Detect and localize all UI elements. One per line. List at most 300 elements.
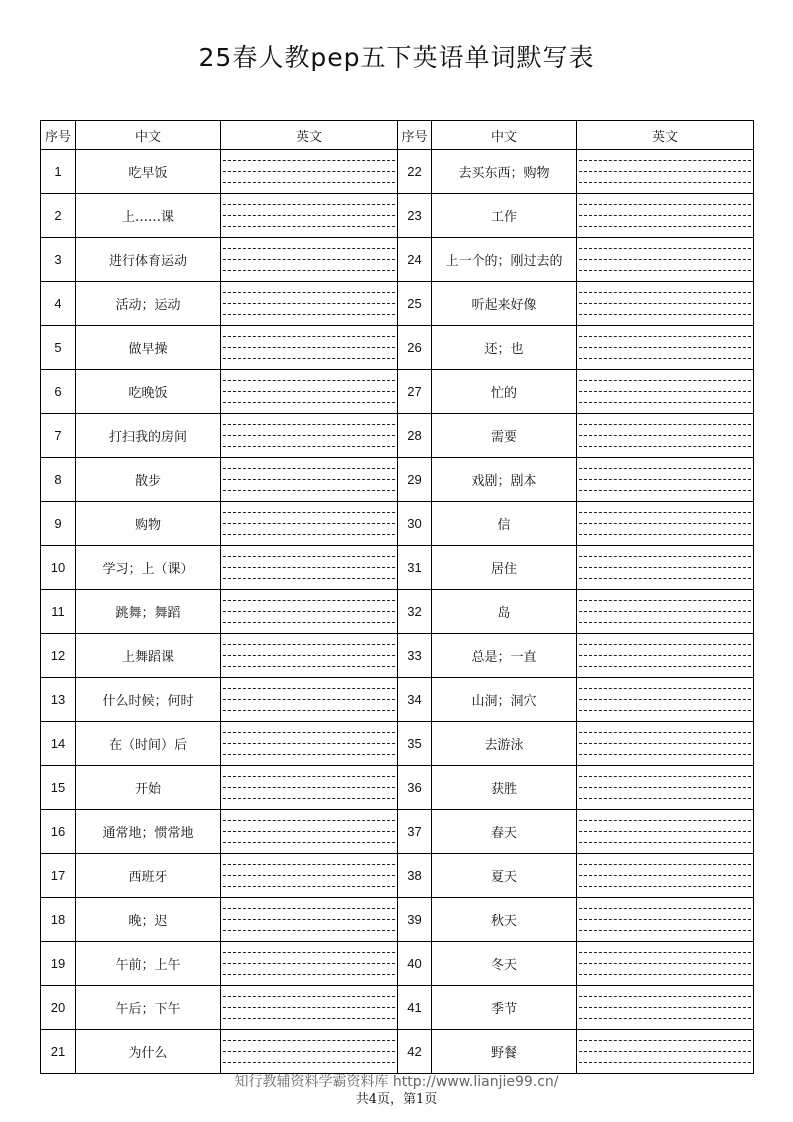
- dashed-writing-lines: [577, 810, 753, 853]
- dashed-line: [223, 523, 395, 524]
- dashed-line: [579, 314, 751, 315]
- dashed-line: [223, 1007, 395, 1008]
- chinese-word-left: 午前；上午: [76, 942, 221, 986]
- dashed-writing-lines: [221, 634, 397, 677]
- english-answer-cell-left[interactable]: [221, 678, 398, 722]
- chinese-word-left: 西班牙: [76, 854, 221, 898]
- chinese-word-right: 居住: [432, 546, 577, 590]
- english-answer-cell-right[interactable]: [577, 810, 754, 854]
- row-number-left: 21: [41, 1030, 76, 1074]
- chinese-word-right: 春天: [432, 810, 577, 854]
- table-row: [41, 678, 754, 722]
- english-answer-cell-right[interactable]: [577, 722, 754, 766]
- chinese-word-right: 工作: [432, 194, 577, 238]
- dashed-line: [579, 336, 751, 337]
- dashed-writing-lines: [577, 590, 753, 633]
- row-number-right: 37: [398, 810, 432, 854]
- row-number-left: 17: [41, 854, 76, 898]
- page-title: 25春人教pep五下英语单词默写表: [198, 43, 595, 72]
- row-number-right: 23: [398, 194, 432, 238]
- dashed-line: [579, 567, 751, 568]
- english-answer-cell-right[interactable]: [577, 326, 754, 370]
- english-answer-cell-right[interactable]: [577, 898, 754, 942]
- dashed-writing-lines: [221, 590, 397, 633]
- dashed-line: [579, 380, 751, 381]
- row-number-left: 5: [41, 326, 76, 370]
- dashed-line: [223, 182, 395, 183]
- table-row: [41, 766, 754, 810]
- dashed-line: [579, 787, 751, 788]
- dashed-writing-lines: [577, 414, 753, 457]
- table-row: [41, 634, 754, 678]
- table-header-row: [41, 121, 754, 150]
- dashed-line: [223, 556, 395, 557]
- english-answer-cell-left[interactable]: [221, 766, 398, 810]
- table-row: [41, 458, 754, 502]
- chinese-word-right: 听起来好像: [432, 282, 577, 326]
- dashed-writing-lines: [577, 942, 753, 985]
- row-number-left: 12: [41, 634, 76, 678]
- dashed-line: [223, 743, 395, 744]
- dashed-line: [223, 336, 395, 337]
- dashed-line: [579, 303, 751, 304]
- row-number-right: 39: [398, 898, 432, 942]
- english-answer-cell-left[interactable]: [221, 942, 398, 986]
- dashed-writing-lines: [221, 194, 397, 237]
- dashed-line: [223, 424, 395, 425]
- dashed-line: [223, 875, 395, 876]
- chinese-word-right: 去游泳: [432, 722, 577, 766]
- dashed-writing-lines: [221, 282, 397, 325]
- row-number-right: 34: [398, 678, 432, 722]
- dashed-writing-lines: [221, 766, 397, 809]
- dashed-line: [579, 358, 751, 359]
- chinese-word-right: 戏剧；剧本: [432, 458, 577, 502]
- dashed-line: [223, 226, 395, 227]
- english-answer-cell-left[interactable]: [221, 854, 398, 898]
- chinese-word-left: 晚；迟: [76, 898, 221, 942]
- english-answer-cell-left[interactable]: [221, 326, 398, 370]
- dashed-writing-lines: [221, 854, 397, 897]
- dashed-line: [579, 622, 751, 623]
- row-number-left: 15: [41, 766, 76, 810]
- chinese-word-left: 什么时候；何时: [76, 678, 221, 722]
- chinese-word-left: 跳舞；舞蹈: [76, 590, 221, 634]
- dashed-line: [579, 644, 751, 645]
- english-answer-cell-right[interactable]: [577, 590, 754, 634]
- dashed-line: [223, 886, 395, 887]
- dashed-line: [223, 204, 395, 205]
- dashed-line: [223, 908, 395, 909]
- row-number-right: 22: [398, 150, 432, 194]
- chinese-word-right: 信: [432, 502, 577, 546]
- english-answer-cell-right[interactable]: [577, 458, 754, 502]
- dashed-line: [579, 347, 751, 348]
- chinese-word-right: 冬天: [432, 942, 577, 986]
- dashed-line: [223, 578, 395, 579]
- dashed-line: [579, 204, 751, 205]
- table-row: [41, 546, 754, 590]
- dashed-writing-lines: [221, 370, 397, 413]
- chinese-word-left: 午后；下午: [76, 986, 221, 1030]
- dashed-line: [579, 600, 751, 601]
- dashed-line: [223, 171, 395, 172]
- dashed-line: [579, 831, 751, 832]
- row-number-left: 3: [41, 238, 76, 282]
- vocabulary-table: [40, 120, 754, 1074]
- table-row: [41, 414, 754, 458]
- dashed-line: [579, 919, 751, 920]
- row-number-right: 40: [398, 942, 432, 986]
- dashed-line: [579, 391, 751, 392]
- dashed-line: [579, 820, 751, 821]
- dashed-line: [579, 974, 751, 975]
- table-row: [41, 150, 754, 194]
- row-number-right: 31: [398, 546, 432, 590]
- dashed-writing-lines: [221, 414, 397, 457]
- chinese-word-right: 夏天: [432, 854, 577, 898]
- english-answer-cell-left[interactable]: [221, 590, 398, 634]
- english-answer-cell-right[interactable]: [577, 634, 754, 678]
- dashed-line: [223, 644, 395, 645]
- header-english-right: 英文: [577, 121, 754, 150]
- dashed-line: [579, 710, 751, 711]
- dashed-line: [579, 930, 751, 931]
- dashed-writing-lines: [221, 546, 397, 589]
- dashed-line: [223, 699, 395, 700]
- dashed-line: [223, 567, 395, 568]
- chinese-word-right: 获胜: [432, 766, 577, 810]
- dashed-writing-lines: [221, 898, 397, 941]
- dashed-line: [579, 1062, 751, 1063]
- dashed-line: [579, 160, 751, 161]
- dashed-writing-lines: [221, 1030, 397, 1073]
- dashed-line: [579, 534, 751, 535]
- dashed-line: [223, 402, 395, 403]
- dashed-writing-lines: [577, 458, 753, 501]
- table-row: [41, 986, 754, 1030]
- dashed-line: [223, 512, 395, 513]
- english-answer-cell-left[interactable]: [221, 458, 398, 502]
- dashed-line: [223, 160, 395, 161]
- dashed-line: [223, 798, 395, 799]
- row-number-left: 6: [41, 370, 76, 414]
- english-answer-cell-left[interactable]: [221, 150, 398, 194]
- chinese-word-right: 总是；一直: [432, 634, 577, 678]
- english-answer-cell-left[interactable]: [221, 1030, 398, 1074]
- chinese-word-left: 通常地；惯常地: [76, 810, 221, 854]
- dashed-line: [579, 259, 751, 260]
- table-row: [41, 282, 754, 326]
- watermark-text: 知行教辅资料学霸资料库 http://www.lianjie99.cn/: [234, 1074, 559, 1090]
- table-row: [41, 194, 754, 238]
- row-number-right: 26: [398, 326, 432, 370]
- chinese-word-left: 打扫我的房间: [76, 414, 221, 458]
- english-answer-cell-left[interactable]: [221, 810, 398, 854]
- header-english-left: 英文: [221, 121, 398, 150]
- dashed-line: [223, 919, 395, 920]
- dashed-line: [223, 391, 395, 392]
- chinese-word-left: 学习；上（课）: [76, 546, 221, 590]
- english-answer-cell-left[interactable]: [221, 194, 398, 238]
- dashed-line: [223, 1062, 395, 1063]
- dashed-line: [579, 952, 751, 953]
- dashed-line: [223, 776, 395, 777]
- dashed-line: [223, 490, 395, 491]
- dashed-writing-lines: [221, 722, 397, 765]
- dashed-line: [579, 556, 751, 557]
- dashed-line: [579, 512, 751, 513]
- dashed-writing-lines: [577, 986, 753, 1029]
- dashed-line: [223, 710, 395, 711]
- row-number-right: 29: [398, 458, 432, 502]
- row-number-left: 4: [41, 282, 76, 326]
- row-number-right: 42: [398, 1030, 432, 1074]
- row-number-left: 19: [41, 942, 76, 986]
- dashed-line: [579, 996, 751, 997]
- dashed-writing-lines: [221, 986, 397, 1029]
- row-number-left: 14: [41, 722, 76, 766]
- table-row: [41, 238, 754, 282]
- dashed-line: [223, 1051, 395, 1052]
- dashed-line: [223, 732, 395, 733]
- dashed-line: [579, 776, 751, 777]
- header-chinese-right: 中文: [432, 121, 577, 150]
- dashed-line: [579, 699, 751, 700]
- chinese-word-left: 购物: [76, 502, 221, 546]
- english-answer-cell-left[interactable]: [221, 986, 398, 1030]
- dashed-writing-lines: [221, 810, 397, 853]
- dashed-writing-lines: [577, 326, 753, 369]
- dashed-writing-lines: [577, 766, 753, 809]
- dashed-line: [223, 930, 395, 931]
- english-answer-cell-right[interactable]: [577, 1030, 754, 1074]
- dashed-line: [579, 248, 751, 249]
- english-answer-cell-right[interactable]: [577, 678, 754, 722]
- row-number-right: 35: [398, 722, 432, 766]
- dashed-line: [223, 820, 395, 821]
- row-number-left: 16: [41, 810, 76, 854]
- row-number-right: 28: [398, 414, 432, 458]
- english-answer-cell-right[interactable]: [577, 986, 754, 1030]
- row-number-right: 24: [398, 238, 432, 282]
- chinese-word-right: 季节: [432, 986, 577, 1030]
- table-row: [41, 1030, 754, 1074]
- english-answer-cell-right[interactable]: [577, 942, 754, 986]
- dashed-writing-lines: [221, 150, 397, 193]
- dashed-line: [579, 1040, 751, 1041]
- dashed-line: [579, 435, 751, 436]
- table-row: [41, 590, 754, 634]
- dashed-line: [223, 270, 395, 271]
- dashed-line: [223, 655, 395, 656]
- dashed-line: [223, 259, 395, 260]
- dashed-line: [223, 622, 395, 623]
- english-answer-cell-left[interactable]: [221, 414, 398, 458]
- dashed-line: [579, 886, 751, 887]
- english-answer-cell-right[interactable]: [577, 854, 754, 898]
- english-answer-cell-right[interactable]: [577, 546, 754, 590]
- dashed-writing-lines: [577, 546, 753, 589]
- dashed-line: [223, 952, 395, 953]
- row-number-right: 32: [398, 590, 432, 634]
- page-number: 共4页，第1页: [355, 1092, 438, 1107]
- dashed-line: [223, 600, 395, 601]
- dashed-line: [223, 974, 395, 975]
- chinese-word-right: 还；也: [432, 326, 577, 370]
- row-number-left: 9: [41, 502, 76, 546]
- dashed-writing-lines: [577, 854, 753, 897]
- row-number-left: 1: [41, 150, 76, 194]
- dashed-writing-lines: [577, 1030, 753, 1073]
- row-number-right: 36: [398, 766, 432, 810]
- row-number-right: 33: [398, 634, 432, 678]
- english-answer-cell-right[interactable]: [577, 766, 754, 810]
- dashed-line: [223, 303, 395, 304]
- dashed-writing-lines: [577, 634, 753, 677]
- table-row: [41, 942, 754, 986]
- english-answer-cell-right[interactable]: [577, 238, 754, 282]
- english-answer-cell-left[interactable]: [221, 634, 398, 678]
- dashed-line: [223, 292, 395, 293]
- dashed-line: [223, 611, 395, 612]
- chinese-word-left: 上舞蹈课: [76, 634, 221, 678]
- table-row: [41, 898, 754, 942]
- row-number-left: 2: [41, 194, 76, 238]
- chinese-word-left: 进行体育运动: [76, 238, 221, 282]
- dashed-line: [223, 314, 395, 315]
- dashed-writing-lines: [221, 326, 397, 369]
- english-answer-cell-right[interactable]: [577, 502, 754, 546]
- english-answer-cell-right[interactable]: [577, 370, 754, 414]
- dashed-line: [579, 743, 751, 744]
- dashed-line: [223, 787, 395, 788]
- dashed-writing-lines: [221, 678, 397, 721]
- chinese-word-left: 活动；运动: [76, 282, 221, 326]
- dashed-line: [579, 864, 751, 865]
- dashed-line: [223, 831, 395, 832]
- row-number-left: 13: [41, 678, 76, 722]
- header-seq-left: 序号: [41, 121, 76, 150]
- table-row: [41, 502, 754, 546]
- english-answer-cell-left[interactable]: [221, 502, 398, 546]
- dashed-line: [579, 688, 751, 689]
- table-row: [41, 722, 754, 766]
- dashed-line: [223, 996, 395, 997]
- dashed-line: [579, 754, 751, 755]
- row-number-left: 20: [41, 986, 76, 1030]
- chinese-word-right: 上一个的；刚过去的: [432, 238, 577, 282]
- dashed-line: [223, 688, 395, 689]
- chinese-word-right: 秋天: [432, 898, 577, 942]
- english-answer-cell-right[interactable]: [577, 282, 754, 326]
- dashed-writing-lines: [577, 502, 753, 545]
- chinese-word-right: 需要: [432, 414, 577, 458]
- chinese-word-right: 忙的: [432, 370, 577, 414]
- chinese-word-right: 去买东西；购物: [432, 150, 577, 194]
- dashed-line: [579, 1051, 751, 1052]
- row-number-left: 10: [41, 546, 76, 590]
- english-answer-cell-right[interactable]: [577, 150, 754, 194]
- dashed-writing-lines: [577, 150, 753, 193]
- dashed-writing-lines: [577, 282, 753, 325]
- row-number-left: 18: [41, 898, 76, 942]
- dashed-line: [579, 402, 751, 403]
- row-number-left: 8: [41, 458, 76, 502]
- english-answer-cell-left[interactable]: [221, 898, 398, 942]
- english-answer-cell-left[interactable]: [221, 370, 398, 414]
- dashed-line: [223, 479, 395, 480]
- english-answer-cell-left[interactable]: [221, 238, 398, 282]
- dashed-writing-lines: [221, 942, 397, 985]
- dashed-line: [223, 864, 395, 865]
- chinese-word-left: 吃早饭: [76, 150, 221, 194]
- english-answer-cell-right[interactable]: [577, 194, 754, 238]
- row-number-right: 38: [398, 854, 432, 898]
- dashed-line: [579, 182, 751, 183]
- dashed-line: [579, 1018, 751, 1019]
- dashed-line: [579, 523, 751, 524]
- row-number-right: 41: [398, 986, 432, 1030]
- dashed-writing-lines: [221, 502, 397, 545]
- english-answer-cell-right[interactable]: [577, 414, 754, 458]
- english-answer-cell-left[interactable]: [221, 546, 398, 590]
- dashed-line: [579, 908, 751, 909]
- table-row: [41, 326, 754, 370]
- chinese-word-left: 上……课: [76, 194, 221, 238]
- dashed-line: [223, 215, 395, 216]
- english-answer-cell-left[interactable]: [221, 722, 398, 766]
- dashed-writing-lines: [577, 678, 753, 721]
- dashed-line: [223, 248, 395, 249]
- chinese-word-left: 开始: [76, 766, 221, 810]
- dashed-line: [579, 578, 751, 579]
- dashed-line: [579, 666, 751, 667]
- dashed-writing-lines: [221, 458, 397, 501]
- dashed-line: [579, 963, 751, 964]
- table-body: [41, 150, 754, 1074]
- dashed-line: [579, 875, 751, 876]
- dashed-line: [223, 380, 395, 381]
- chinese-word-left: 做早操: [76, 326, 221, 370]
- dashed-line: [579, 424, 751, 425]
- dashed-line: [223, 468, 395, 469]
- dashed-line: [579, 479, 751, 480]
- dashed-line: [579, 446, 751, 447]
- dashed-line: [223, 842, 395, 843]
- english-answer-cell-left[interactable]: [221, 282, 398, 326]
- dashed-line: [223, 347, 395, 348]
- row-number-right: 27: [398, 370, 432, 414]
- row-number-right: 25: [398, 282, 432, 326]
- row-number-right: 30: [398, 502, 432, 546]
- dashed-line: [579, 655, 751, 656]
- table-row: [41, 370, 754, 414]
- dashed-writing-lines: [577, 194, 753, 237]
- dashed-line: [579, 611, 751, 612]
- table-row: [41, 810, 754, 854]
- dashed-line: [223, 534, 395, 535]
- dashed-line: [223, 963, 395, 964]
- dashed-line: [579, 215, 751, 216]
- row-number-left: 11: [41, 590, 76, 634]
- dashed-writing-lines: [577, 370, 753, 413]
- row-number-left: 7: [41, 414, 76, 458]
- header-chinese-left: 中文: [76, 121, 221, 150]
- chinese-word-left: 在（时间）后: [76, 722, 221, 766]
- header-seq-right: 序号: [398, 121, 432, 150]
- dashed-writing-lines: [221, 238, 397, 281]
